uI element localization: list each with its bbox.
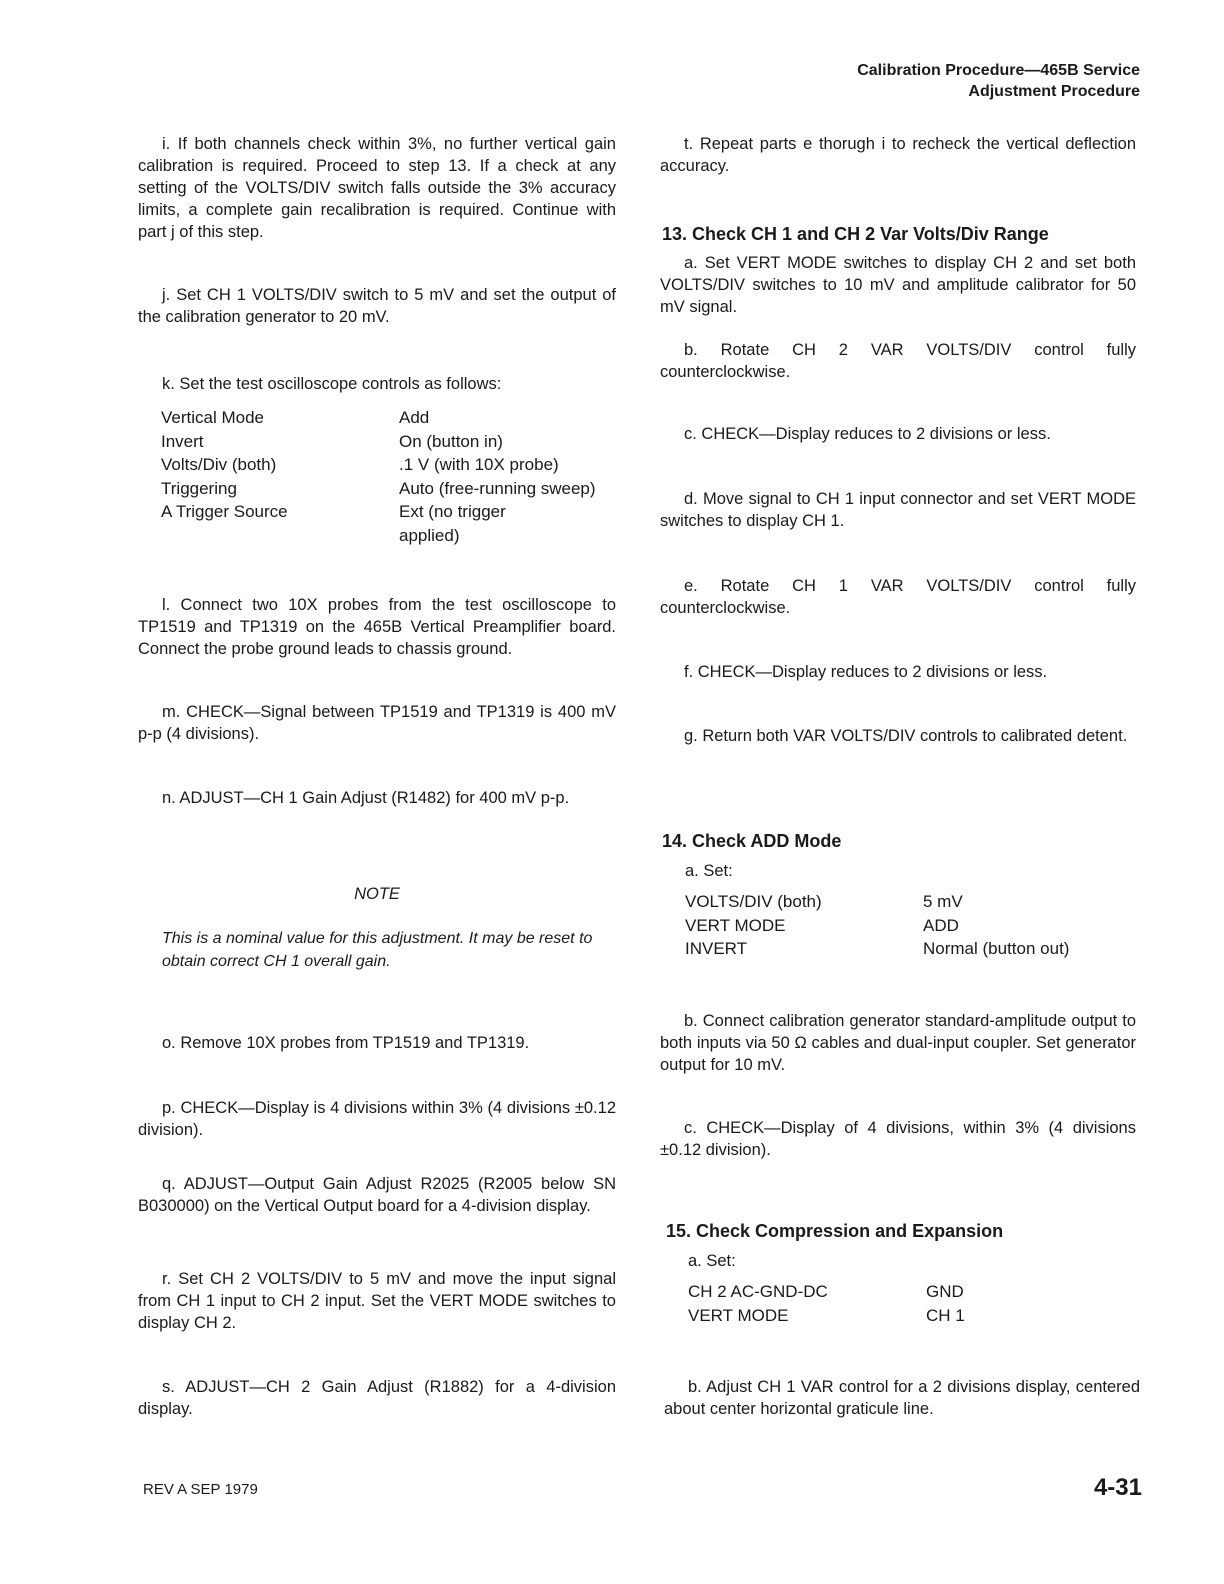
step-13e: e. Rotate CH 1 VAR VOLTS/DIV control fully counterclockwise. xyxy=(660,577,1136,617)
step-13f: f. CHECK—Display reduces to 2 divisions or less. xyxy=(684,663,1048,681)
header-title: Calibration Procedure—465B Service xyxy=(857,62,1140,79)
setting-value: Add xyxy=(399,408,430,427)
step-13d: d. Move signal to CH 1 input connector and set VERT MODE switches to display CH 1. xyxy=(660,490,1136,530)
setting-value: .1 V (with 10X probe) xyxy=(399,455,559,474)
settings-row xyxy=(161,500,631,547)
step-12o: o. Remove 10X probes from TP1519 and TP1319. xyxy=(162,1034,530,1052)
step-14c: c. CHECK—Display of 4 divisions, within 3% (4 divisions ±0.12 division). xyxy=(660,1119,1136,1159)
settings-row xyxy=(685,937,1125,961)
step-13a: a. Set VERT MODE switches to display CH 2 and set both VOLTS/DIV switches to 10 mV and amplitude calibrator for 50 mV signal. xyxy=(660,254,1136,316)
step-12r: r. Set CH 2 VOLTS/DIV to 5 mV and move the input signal from CH 1 input to CH 2 input. Set the VERT MODE switches to display CH 2. xyxy=(138,1270,616,1332)
settings-row xyxy=(161,406,631,430)
step-12i: i. If both channels check within 3%, no further vertical gain calibration is required. Proceed to step 13. If a check at any setting of the VOLTS/DIV switch falls outside the 3% accuracy limits, a complete gain recalibration is required. Continue with part j of this step. xyxy=(138,135,616,241)
setting-value: Auto (free-running sweep) xyxy=(399,478,596,498)
setting-label: VERT MODE xyxy=(685,915,786,935)
compression-settings-table xyxy=(688,1280,1128,1327)
step-12p: p. CHECK—Display is 4 divisions within 3% (4 divisions ±0.12 division). xyxy=(138,1099,616,1139)
setting-value: CH 1 xyxy=(926,1305,965,1325)
running-header xyxy=(857,60,1140,102)
test-scope-settings-table xyxy=(161,406,631,547)
step-15-heading: 15. Check Compression and Expansion xyxy=(666,1221,1004,1241)
step-12q: q. ADJUST—Output Gain Adjust R2025 (R2005 below SN B030000) on the Vertical Output board for a 4-division display. xyxy=(138,1175,616,1215)
step-14-heading: 14. Check ADD Mode xyxy=(662,831,842,851)
setting-value: ADD xyxy=(923,915,959,935)
step-13c: c. CHECK—Display reduces to 2 divisions or less. xyxy=(684,425,1051,443)
settings-row xyxy=(685,914,1125,938)
setting-label: Triggering xyxy=(161,478,237,498)
page-number: 4-31 xyxy=(1093,1474,1142,1501)
setting-label: INVERT xyxy=(685,939,748,958)
settings-row xyxy=(161,430,631,454)
header-subtitle: Adjustment Procedure xyxy=(968,83,1140,100)
step-12j: j. Set CH 1 VOLTS/DIV switch to 5 mV and set the output of the calibration generator to 20 mV. xyxy=(138,286,616,326)
settings-row xyxy=(161,477,631,501)
step-12k: k. Set the test oscilloscope controls as follows: xyxy=(162,375,502,393)
setting-value: GND xyxy=(926,1282,964,1301)
step-12t: t. Repeat parts e thorugh i to recheck the vertical deflection accuracy. xyxy=(660,135,1136,175)
setting-label: Vertical Mode xyxy=(161,408,264,427)
setting-value: Ext (no trigger applied) xyxy=(399,502,506,545)
settings-row xyxy=(688,1280,1128,1304)
step-12m: m. CHECK—Signal between TP1519 and TP1319 is 400 mV p-p (4 divisions). xyxy=(138,703,616,743)
setting-label: VOLTS/DIV (both) xyxy=(685,892,822,911)
setting-label: VERT MODE xyxy=(688,1305,789,1325)
step-13-heading: 13. Check CH 1 and CH 2 Var Volts/Div Range xyxy=(662,224,1049,244)
revision-date: REV A SEP 1979 xyxy=(143,1481,258,1498)
step-14b: b. Connect calibration generator standard-amplitude output to both inputs via 50 Ω cables and dual-input coupler. Set generator output for 10 mV. xyxy=(660,1012,1136,1074)
step-12n: n. ADJUST—CH 1 Gain Adjust (R1482) for 400 mV p-p. xyxy=(162,789,570,807)
step-13b: b. Rotate CH 2 VAR VOLTS/DIV control fully counterclockwise. xyxy=(660,341,1136,381)
setting-label: A Trigger Source xyxy=(161,502,288,521)
settings-row xyxy=(688,1304,1128,1328)
setting-label: Volts/Div (both) xyxy=(161,455,277,474)
step-13g: g. Return both VAR VOLTS/DIV controls to calibrated detent. xyxy=(684,727,1128,745)
setting-value: 5 mV xyxy=(923,892,963,911)
note-body: This is a nominal value for this adjustment. It may be reset to obtain correct CH 1 overall gain. xyxy=(162,930,593,970)
step-15a: a. Set: xyxy=(688,1252,736,1270)
setting-label: CH 2 AC-GND-DC xyxy=(688,1282,828,1301)
note-title: NOTE xyxy=(354,885,400,903)
step-15b: b. Adjust CH 1 VAR control for a 2 divisions display, centered about center horizontal graticule line. xyxy=(664,1378,1140,1418)
step-14a: a. Set: xyxy=(685,862,733,880)
step-12s: s. ADJUST—CH 2 Gain Adjust (R1882) for a 4-division display. xyxy=(138,1378,616,1418)
settings-row xyxy=(685,890,1125,914)
settings-row xyxy=(161,453,631,477)
add-mode-settings-table xyxy=(685,890,1125,961)
setting-value: On (button in) xyxy=(399,431,503,451)
setting-label: Invert xyxy=(161,431,204,451)
setting-value: Normal (button out) xyxy=(923,939,1070,958)
step-12l: l. Connect two 10X probes from the test oscilloscope to TP1519 and TP1319 on the 465B Vertical Preamplifier board. Connect the probe ground leads to chassis ground. xyxy=(138,596,616,658)
